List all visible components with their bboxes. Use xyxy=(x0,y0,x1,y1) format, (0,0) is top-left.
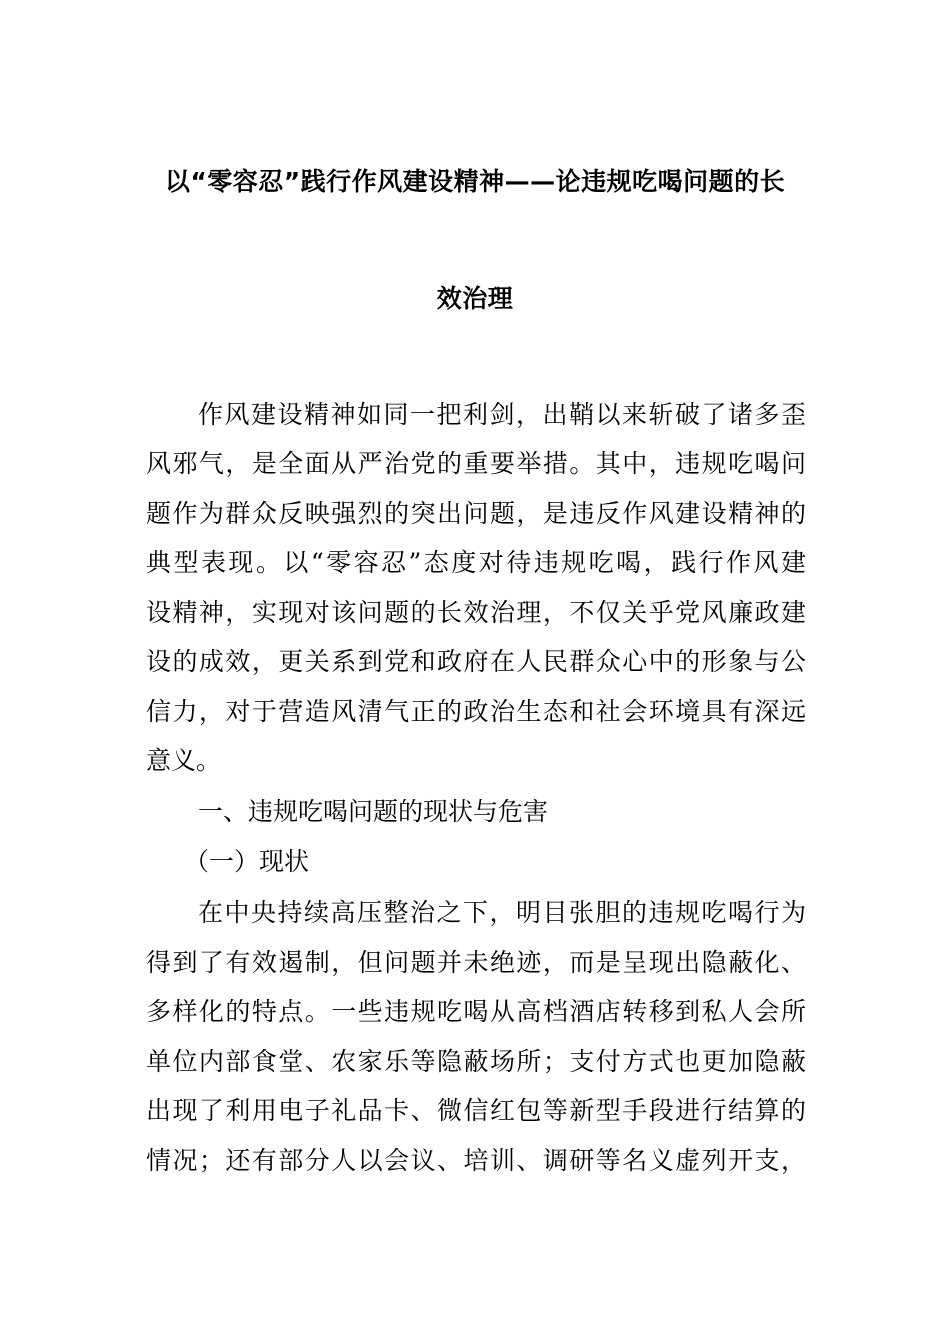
status-paragraph-line: 多样化的特点。一些违规吃喝从高档酒店转移到私人会所 xyxy=(146,997,806,1026)
intro-paragraph-line: 信力，对于营造风清气正的政治生态和社会环境具有深远 xyxy=(146,697,806,726)
document-title-line-1: 以“零容忍”践行作风建设精神——论违规吃喝问题的长 xyxy=(164,167,786,196)
status-paragraph-line: 在中央持续高压整治之下，明目张胆的违规吃喝行为 xyxy=(198,898,806,927)
intro-paragraph-line: 意义。 xyxy=(146,746,222,775)
intro-paragraph-line: 设的成效，更关系到党和政府在人民群众心中的形象与公 xyxy=(146,647,806,676)
status-paragraph-line: 单位内部食堂、农家乐等隐蔽场所；支付方式也更加隐蔽 xyxy=(146,1047,806,1076)
status-paragraph-line: 情况；还有部分人以会议、培训、调研等名义虚列开支， xyxy=(146,1146,806,1175)
intro-paragraph-line: 风邪气，是全面从严治党的重要举措。其中，违规吃喝问 xyxy=(146,449,806,478)
intro-paragraph-line: 题作为群众反映强烈的突出问题，是违反作风建设精神的 xyxy=(146,499,806,528)
document-title-line-2: 效治理 xyxy=(436,284,514,313)
intro-paragraph-line: 作风建设精神如同一把利剑，出鞘以来斩破了诸多歪 xyxy=(198,400,806,429)
section-heading: 一、违规吃喝问题的现状与危害 xyxy=(198,797,549,826)
intro-paragraph-line: 设精神，实现对该问题的长效治理，不仅关乎党风廉政建 xyxy=(146,598,806,627)
intro-paragraph-line: 典型表现。以“零容忍”态度对待违规吃喝，践行作风建 xyxy=(146,548,806,577)
status-paragraph-line: 出现了利用电子礼品卡、微信红包等新型手段进行结算的 xyxy=(146,1096,806,1125)
subsection-heading: （一）现状 xyxy=(184,847,310,876)
status-paragraph-line: 得到了有效遏制，但问题并未绝迹，而是呈现出隐蔽化、 xyxy=(146,948,806,977)
